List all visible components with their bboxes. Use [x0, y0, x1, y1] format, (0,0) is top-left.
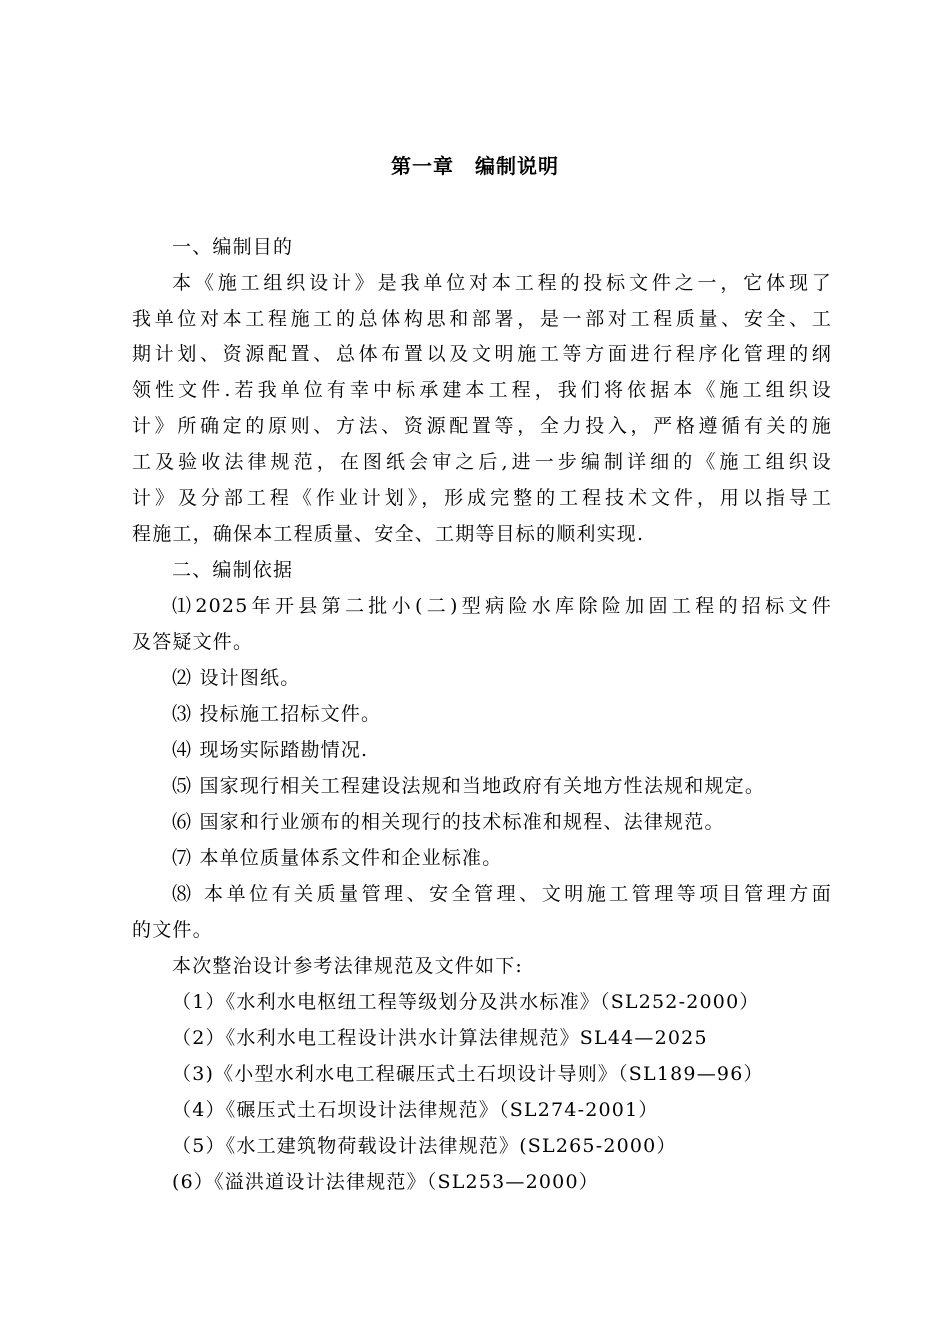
- paragraph-line: 本《施工组织设计》是我单位对本工程的投标文件之一，它体现了: [172, 272, 832, 294]
- paragraph-line: 我单位对本工程施工的总体构思和部署，是一部对工程质量、安全、工: [132, 308, 832, 330]
- paragraph-line: 领性文件.若我单位有幸中标承建本工程，我们将依据本《施工组织设: [132, 379, 832, 401]
- basis-item-continuation: 及答疑文件。: [132, 631, 254, 653]
- basis-item: ⑹ 国家和行业颁布的相关现行的技术标准和规程、法律规范。: [172, 811, 725, 833]
- basis-item: ⑴2025年开县第二批小(二)型病险水库除险加固工程的招标文件: [172, 595, 832, 617]
- paragraph-line: 程施工，确保本工程质量、安全、工期等目标的顺利实现.: [132, 523, 645, 545]
- basis-item: ⑻ 本单位有关质量管理、安全管理、文明施工管理等项目管理方面: [172, 883, 832, 905]
- reference-item: （1）《水利水电枢纽工程等级划分及洪水标准》（SL252-2000）: [172, 991, 760, 1013]
- reference-item: （4）《碾压式土石坝设计法律规范》（SL274-2001）: [172, 1099, 659, 1121]
- basis-item: ⑺ 本单位质量体系文件和企业标准。: [172, 847, 503, 869]
- paragraph-line: 计》及分部工程《作业计划》，形成完整的工程技术文件，用以指导工: [132, 487, 832, 509]
- paragraph-line: 期计划、资源配置、总体布置以及文明施工等方面进行程序化管理的纲: [132, 343, 832, 365]
- basis-item: ⑶ 投标施工招标文件。: [172, 703, 382, 725]
- reference-item: （5）《水工建筑物荷载设计法律规范》(SL265-2000）: [172, 1135, 677, 1157]
- reference-item: （2）《水利水电工程设计洪水计算法律规范》SL44—2025: [172, 1027, 708, 1049]
- basis-item-continuation: 的文件。: [132, 919, 213, 941]
- page-title: 第一章 编制说明: [391, 154, 559, 178]
- section-heading-basis: 二、编制依据: [172, 559, 294, 581]
- basis-item: ⑵ 设计图纸。: [172, 667, 301, 689]
- section-heading-purpose: 一、编制目的: [172, 236, 294, 258]
- paragraph-line: 工及验收法律规范，在图纸会审之后,进一步编制详细的《施工组织设: [132, 451, 832, 473]
- references-intro: 本次整治设计参考法律规范及文件如下:: [172, 955, 524, 977]
- reference-item: (6）《溢洪道设计法律规范》（SL253—2000）: [172, 1171, 599, 1193]
- basis-item: ⑸ 国家现行相关工程建设法规和当地政府有关地方性法规和规定。: [172, 775, 766, 797]
- paragraph-line: 计》所确定的原则、方法、资源配置等，全力投入，严格遵循有关的施: [132, 415, 832, 437]
- reference-item: （3)《小型水利水电工程碾压式土石坝设计导则》（SL189—96）: [172, 1063, 764, 1085]
- basis-item: ⑷ 现场实际踏勘情况.: [172, 739, 369, 761]
